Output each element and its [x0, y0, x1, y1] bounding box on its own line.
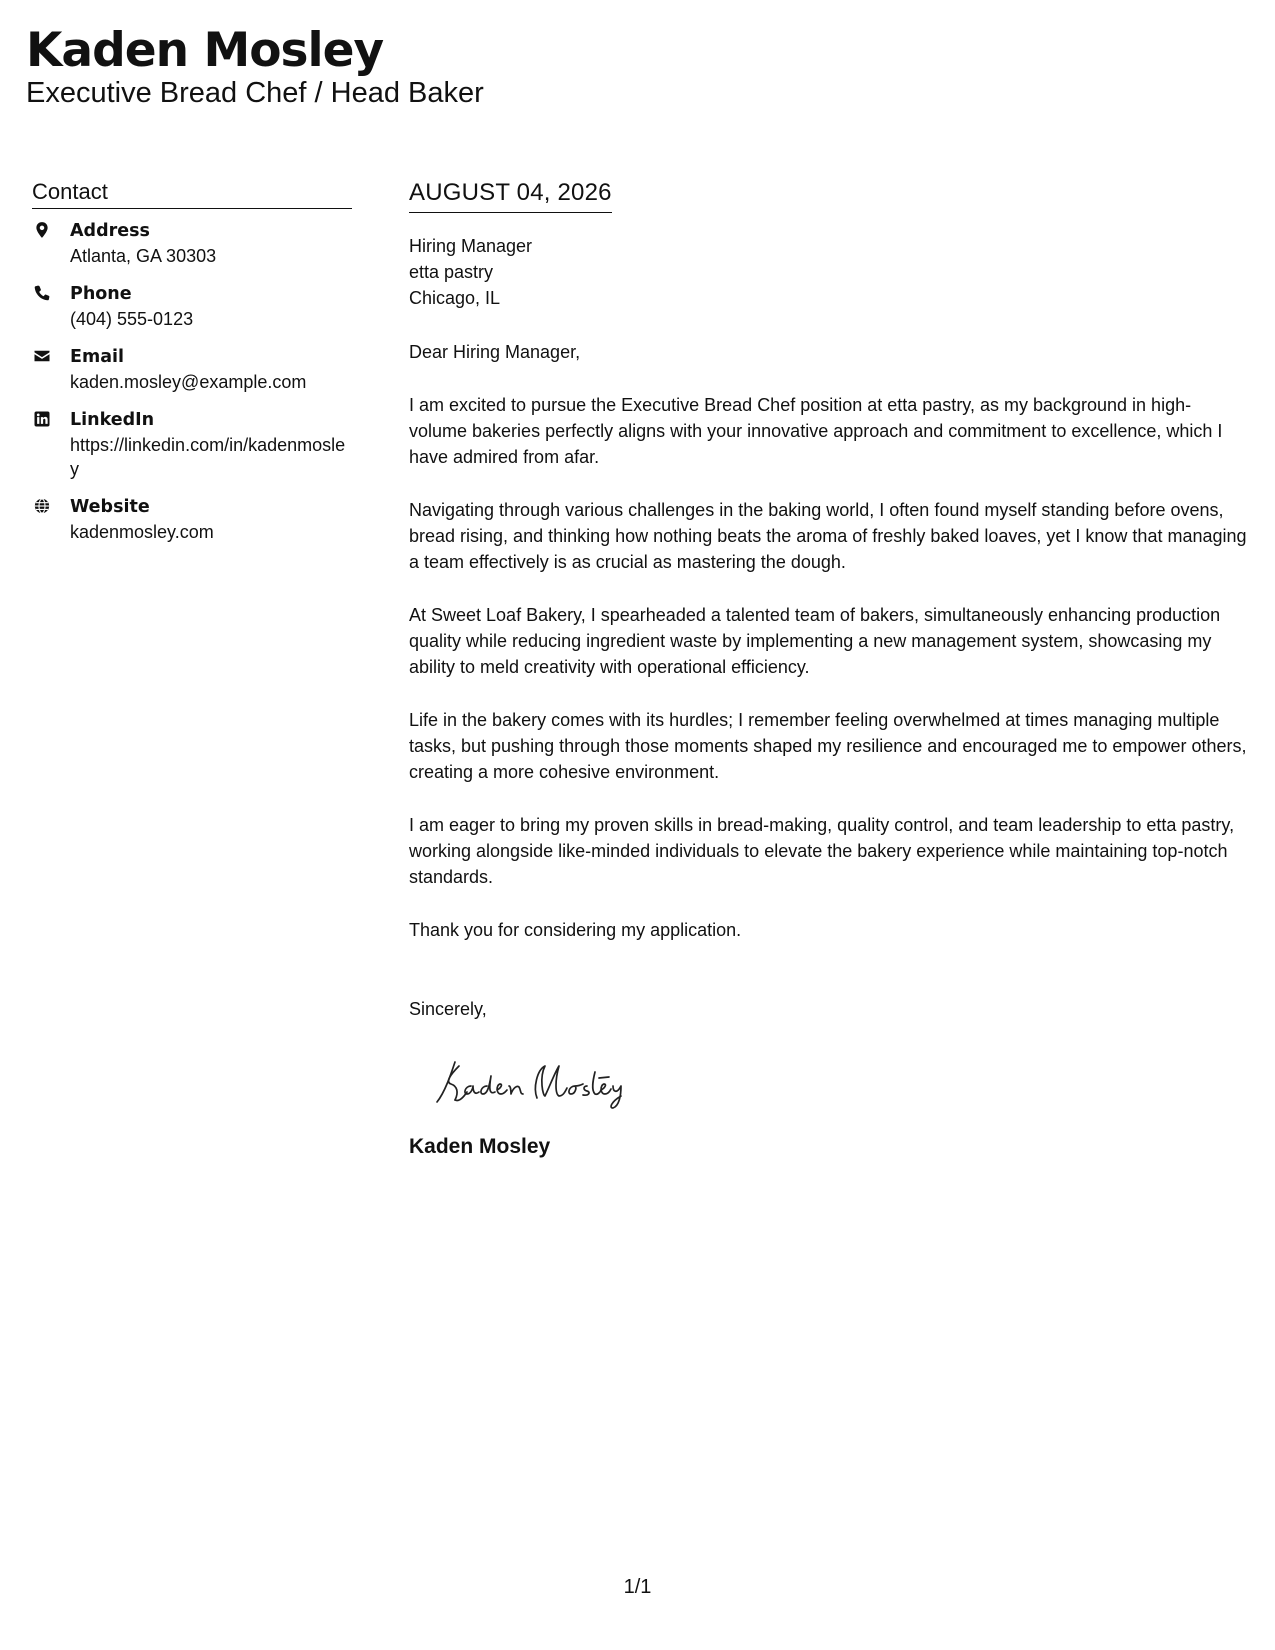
- contact-label: Email: [70, 347, 124, 367]
- recipient-company: etta pastry: [409, 262, 494, 282]
- paragraph: Navigating through various challenges in the baking world, I often found myself standing before ovens, bread rising, and thinking how nothing beats the aroma of freshly baked loaves, yet I know that managing a team effectively is as crucial as mastering the dough.: [409, 500, 1247, 572]
- contact-item-email: [32, 345, 352, 394]
- page-number: 1/1: [623, 1576, 652, 1598]
- map-pin-icon: [32, 220, 52, 240]
- globe-icon: [32, 496, 52, 516]
- contact-item-address: [32, 219, 352, 268]
- recipient-block: [409, 233, 1247, 311]
- applicant-name: Kaden Mosley: [26, 23, 384, 78]
- email-value[interactable]: kaden.mosley@example.com: [70, 372, 307, 392]
- phone-icon: [32, 283, 52, 303]
- contact-item-linkedin: [32, 408, 352, 481]
- envelope-icon: [32, 346, 52, 366]
- letter-date: AUGUST 04, 2026: [409, 178, 612, 213]
- linkedin-icon: [32, 409, 52, 429]
- contact-heading: Contact: [32, 178, 352, 209]
- paragraph: I am excited to pursue the Executive Bread Chef position at etta pastry, as my background in high-volume bakeries perfectly aligns with your innovative approach and commitment to excellence, which I have admired from afar.: [409, 395, 1223, 467]
- address-value: Atlanta, GA 30303: [70, 246, 217, 266]
- contact-list: [32, 219, 352, 544]
- letter-body: [409, 178, 1247, 1160]
- linkedin-value[interactable]: https://linkedin.com/in/kadenmosley: [70, 435, 346, 479]
- contact-label: LinkedIn: [70, 410, 155, 430]
- website-value[interactable]: kadenmosley.com: [70, 522, 214, 542]
- paragraph: Thank you for considering my application.: [409, 920, 742, 940]
- recipient-location: Chicago, IL: [409, 288, 501, 308]
- recipient-name: Hiring Manager: [409, 236, 533, 256]
- closing: Sincerely,: [409, 999, 487, 1019]
- contact-sidebar: [32, 178, 352, 558]
- contact-label: Website: [70, 497, 150, 517]
- handwritten-signature: [425, 1052, 1247, 1112]
- salutation: Dear Hiring Manager,: [409, 342, 581, 362]
- contact-item-website: [32, 495, 352, 544]
- contact-item-phone: [32, 282, 352, 331]
- signer-name: Kaden Mosley: [409, 1135, 551, 1158]
- contact-label: Address: [70, 221, 150, 241]
- job-title: Executive Bread Chef / Head Baker: [26, 77, 484, 109]
- header: [26, 22, 484, 108]
- phone-value: (404) 555-0123: [70, 309, 194, 329]
- paragraph: Life in the bakery comes with its hurdles; I remember feeling overwhelmed at times managing multiple tasks, but pushing through those moments shaped my resilience and encouraged me to empower others, creating a more cohesive environment.: [409, 710, 1247, 782]
- contact-label: Phone: [70, 284, 132, 304]
- paragraph: I am eager to bring my proven skills in bread-making, quality control, and team leadership to etta pastry, working alongside like-minded individuals to elevate the bakery experience while maintaining top-notch standards.: [409, 815, 1235, 887]
- paragraph: At Sweet Loaf Bakery, I spearheaded a talented team of bakers, simultaneously enhancing production quality while reducing ingredient waste by implementing a new management system, showcasing my ability to meld creativity with operational efficiency.: [409, 605, 1221, 677]
